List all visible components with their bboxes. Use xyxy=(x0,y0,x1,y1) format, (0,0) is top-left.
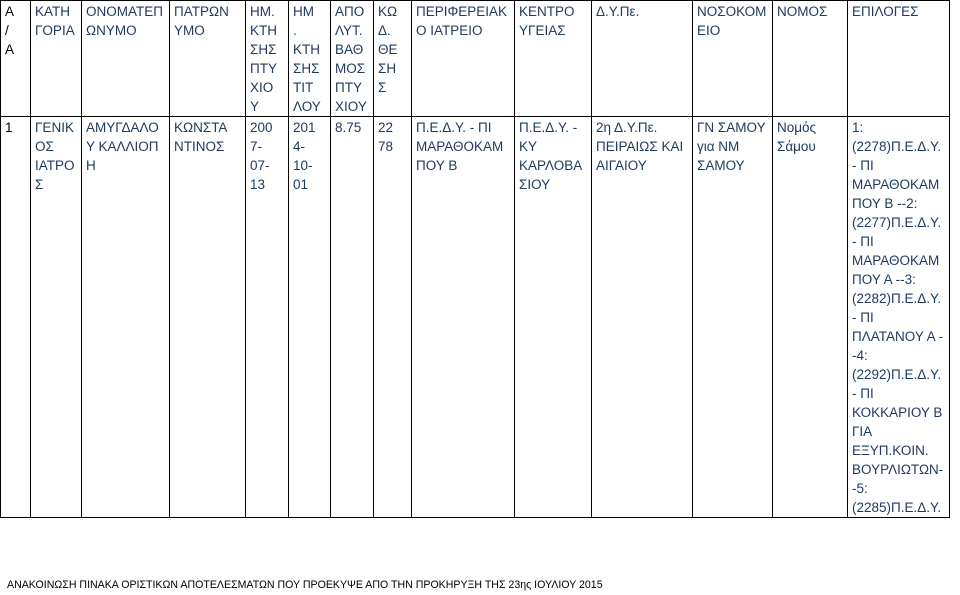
cell-line: ΣΑΜΟΥ xyxy=(697,158,745,173)
cell-line: ΘΕ xyxy=(378,42,398,57)
cell-line: 1: xyxy=(852,120,864,135)
cell-line: Σ xyxy=(378,80,387,95)
cell-line: 10- xyxy=(293,158,313,173)
cell-full-name xyxy=(82,117,170,518)
cell-line: Σ xyxy=(35,177,44,192)
cell-line: ΣΗΣ xyxy=(293,61,320,76)
cell-line: (2285)Π.Ε.Δ.Υ. xyxy=(852,500,942,515)
cell-line: 200 xyxy=(250,120,273,135)
cell-line: ΜΑΡΑΘΟΚΑΜ xyxy=(852,253,940,268)
cell-line: Π.Ε.Δ.Υ. - xyxy=(519,120,578,135)
header-position-code xyxy=(374,1,412,117)
cell-line: ΚΥ xyxy=(519,139,538,154)
cell-line: ΠΟΥ Β xyxy=(416,158,458,173)
cell-line: ΧΙΟ xyxy=(250,80,274,95)
cell-line: ΠΤΥ xyxy=(250,61,277,76)
cell-line: ΠΤΥ xyxy=(335,80,362,95)
cell-line: Σάμου xyxy=(777,139,816,154)
cell-line: ΜΑΡΑΘΟΚΑΜ xyxy=(416,139,504,154)
cell-degree-grade xyxy=(331,117,374,518)
cell-line: ΠΑΤΡΩΝ xyxy=(174,4,229,19)
cell-line: Δ. xyxy=(378,23,391,38)
cell-line: ΝΟΣΟΚΟΜ xyxy=(697,4,767,19)
cell-line: ΒΟΥΡΛΙΩΤΩΝ- xyxy=(852,462,944,477)
header-degree-grade xyxy=(331,1,374,117)
cell-line: 201 xyxy=(293,120,316,135)
cell-line: Π.Ε.Δ.Υ. - ΠΙ xyxy=(416,120,492,135)
cell-line: ΚΤΗ xyxy=(250,23,277,38)
cell-line: ΠΟΥ Β --2: xyxy=(852,196,918,211)
cell-line: - ΠΙ xyxy=(852,158,874,173)
cell-father-name xyxy=(170,117,246,518)
cell-line: -4: xyxy=(852,348,868,363)
cell-line: ΚΑΡΛΟΒΑ xyxy=(519,158,583,173)
cell-line: ΓΝ ΣΑΜΟΥ xyxy=(697,120,766,135)
cell-line: / xyxy=(5,23,9,38)
cell-line: ΚΟΚΚΑΡΙΟΥ Β xyxy=(852,405,943,420)
cell-line: (2282)Π.Ε.Δ.Υ. xyxy=(852,291,942,306)
cell-line: ΣΗΣ xyxy=(250,42,277,57)
cell-line: ΓΕΝΙΚ xyxy=(35,120,74,135)
header-prefecture xyxy=(773,1,848,117)
cell-line: 2η Δ.Υ.Πε. xyxy=(596,120,658,135)
cell-line: ΑΙΓΑΙΟΥ xyxy=(596,158,647,173)
header-health-center xyxy=(515,1,592,117)
header-row xyxy=(1,1,950,117)
cell-line: 78 xyxy=(378,139,394,154)
cell-line: 1 xyxy=(5,120,13,135)
cell-line: ΠΟΥ Α --3: xyxy=(852,272,916,287)
cell-line: - ΠΙ xyxy=(852,386,874,401)
cell-line: - ΠΙ xyxy=(852,310,874,325)
cell-line: 01 xyxy=(293,177,309,192)
cell-position-code xyxy=(374,117,412,518)
cell-line: ΛΥΤ. xyxy=(335,23,363,38)
cell-line: - ΠΙ xyxy=(852,234,874,249)
cell-line: ΚΑΤΗ xyxy=(35,4,71,19)
cell-line: 07- xyxy=(250,158,270,173)
announcement-footer: ΑΝΑΚΟΙΝΩΣΗ ΠΙΝΑΚΑ ΟΡΙΣΤΙΚΩΝ ΑΠΟΤΕΛΕΣΜΑΤΩΝ ΠΟΥ ΠΡΟΕΚΥΨΕ ΑΠΟ ΤΗΝ ΠΡΟΚΗΡΥΞΗ ΤΗΣ 23ης ΙΟΥΛΙΟΥ 2015 xyxy=(7,579,603,591)
cell-title-date xyxy=(289,117,331,518)
cell-line: -5: xyxy=(852,481,868,496)
cell-line: ΛΟΥ xyxy=(293,99,321,114)
cell-health-region xyxy=(592,117,693,518)
cell-line: ΚΤΗ xyxy=(293,42,320,57)
cell-line: ΑΜΥΓΔΑΛΟ xyxy=(86,120,159,135)
cell-line: 8.75 xyxy=(335,120,362,135)
cell-line: Υ ΚΑΛΛΙΟΠΗ xyxy=(86,139,159,173)
cell-line: ΓΟΡΙΑ xyxy=(35,23,75,38)
cell-line: Ο ΙΑΤΡΕΙΟ xyxy=(416,23,483,38)
cell-line: 7- xyxy=(250,139,263,154)
cell-category xyxy=(31,117,82,518)
cell-line: ΙΑΤΡΟ xyxy=(35,158,75,173)
cell-line: ΟΝΟΜΑΤΕΠ xyxy=(86,4,163,19)
cell-line: ΠΛΑΤΑΝΟΥ Α - xyxy=(852,329,944,344)
cell-hospital xyxy=(693,117,773,518)
cell-line: ΚΕΝΤΡΟ xyxy=(519,4,575,19)
cell-line: ΓΙΑ xyxy=(852,424,873,439)
cell-line: ΚΩΝΣΤΑ xyxy=(174,120,228,135)
cell-line: ΗΜ. xyxy=(250,4,275,19)
cell-line: ΣΗ xyxy=(378,61,397,76)
cell-index xyxy=(1,117,31,518)
cell-line: ΠΕΡΙΦΕΡΕΙΑΚ xyxy=(416,4,508,19)
cell-line: 13 xyxy=(250,177,266,192)
cell-line: ΠΕΙΡΑΙΩΣ ΚΑΙ xyxy=(596,139,684,154)
cell-line: ΕΞΥΠ.ΚΟΙΝ. xyxy=(852,443,929,458)
cell-regional-clinic xyxy=(412,117,515,518)
cell-line: ΚΩ xyxy=(378,4,398,19)
header-father-name xyxy=(170,1,246,117)
header-choices xyxy=(848,1,950,117)
header-category xyxy=(31,1,82,117)
cell-line: (2292)Π.Ε.Δ.Υ. xyxy=(852,367,942,382)
cell-health-center xyxy=(515,117,592,518)
cell-line: για ΝΜ xyxy=(697,139,740,154)
header-regional-clinic xyxy=(412,1,515,117)
cell-line: (2278)Π.Ε.Δ.Υ. xyxy=(852,139,942,154)
header-index xyxy=(1,1,31,117)
cell-line: Α xyxy=(5,42,15,57)
header-full-name xyxy=(82,1,170,117)
cell-line: ΟΣ xyxy=(35,139,54,154)
cell-line: ΜΟΣ xyxy=(335,61,366,76)
table-row xyxy=(1,117,950,518)
header-health-region xyxy=(592,1,693,117)
cell-line: ΒΑΘ xyxy=(335,42,364,57)
cell-line: ΥΜΟ xyxy=(174,23,205,38)
cell-line: ΩΝΥΜΟ xyxy=(86,23,137,38)
cell-prefecture xyxy=(773,117,848,518)
cell-line: ΝΤΙΝΟΣ xyxy=(174,139,225,154)
cell-line: ΥΓΕΙΑΣ xyxy=(519,23,566,38)
cell-line: (2277)Π.Ε.Δ.Υ. xyxy=(852,215,942,230)
cell-line: Υ xyxy=(250,99,260,114)
cell-line: ΕΙΟ xyxy=(697,23,721,38)
header-degree-date xyxy=(246,1,289,117)
cell-line: 22 xyxy=(378,120,394,135)
header-title-date xyxy=(289,1,331,117)
cell-degree-date xyxy=(246,117,289,518)
cell-line: ΤΙΤ xyxy=(293,80,314,95)
cell-line: Α xyxy=(5,4,15,19)
cell-line: 4- xyxy=(293,139,306,154)
header-hospital xyxy=(693,1,773,117)
cell-line: . xyxy=(293,23,297,38)
cell-line: ΜΑΡΑΘΟΚΑΜ xyxy=(852,177,940,192)
cell-line: ΝΟΜΟΣ xyxy=(777,4,828,19)
cell-line: ΣΙΟΥ xyxy=(519,177,551,192)
cell-line: ΧΙΟΥ xyxy=(335,99,367,114)
cell-line: Νομός xyxy=(777,120,817,135)
cell-line: ΗΜ xyxy=(293,4,314,19)
cell-line: ΕΠΙΛΟΓΕΣ xyxy=(852,4,919,19)
cell-line: ΑΠΟ xyxy=(335,4,365,19)
cell-choices xyxy=(848,117,950,518)
cell-line: Δ.Υ.Πε. xyxy=(596,4,640,19)
